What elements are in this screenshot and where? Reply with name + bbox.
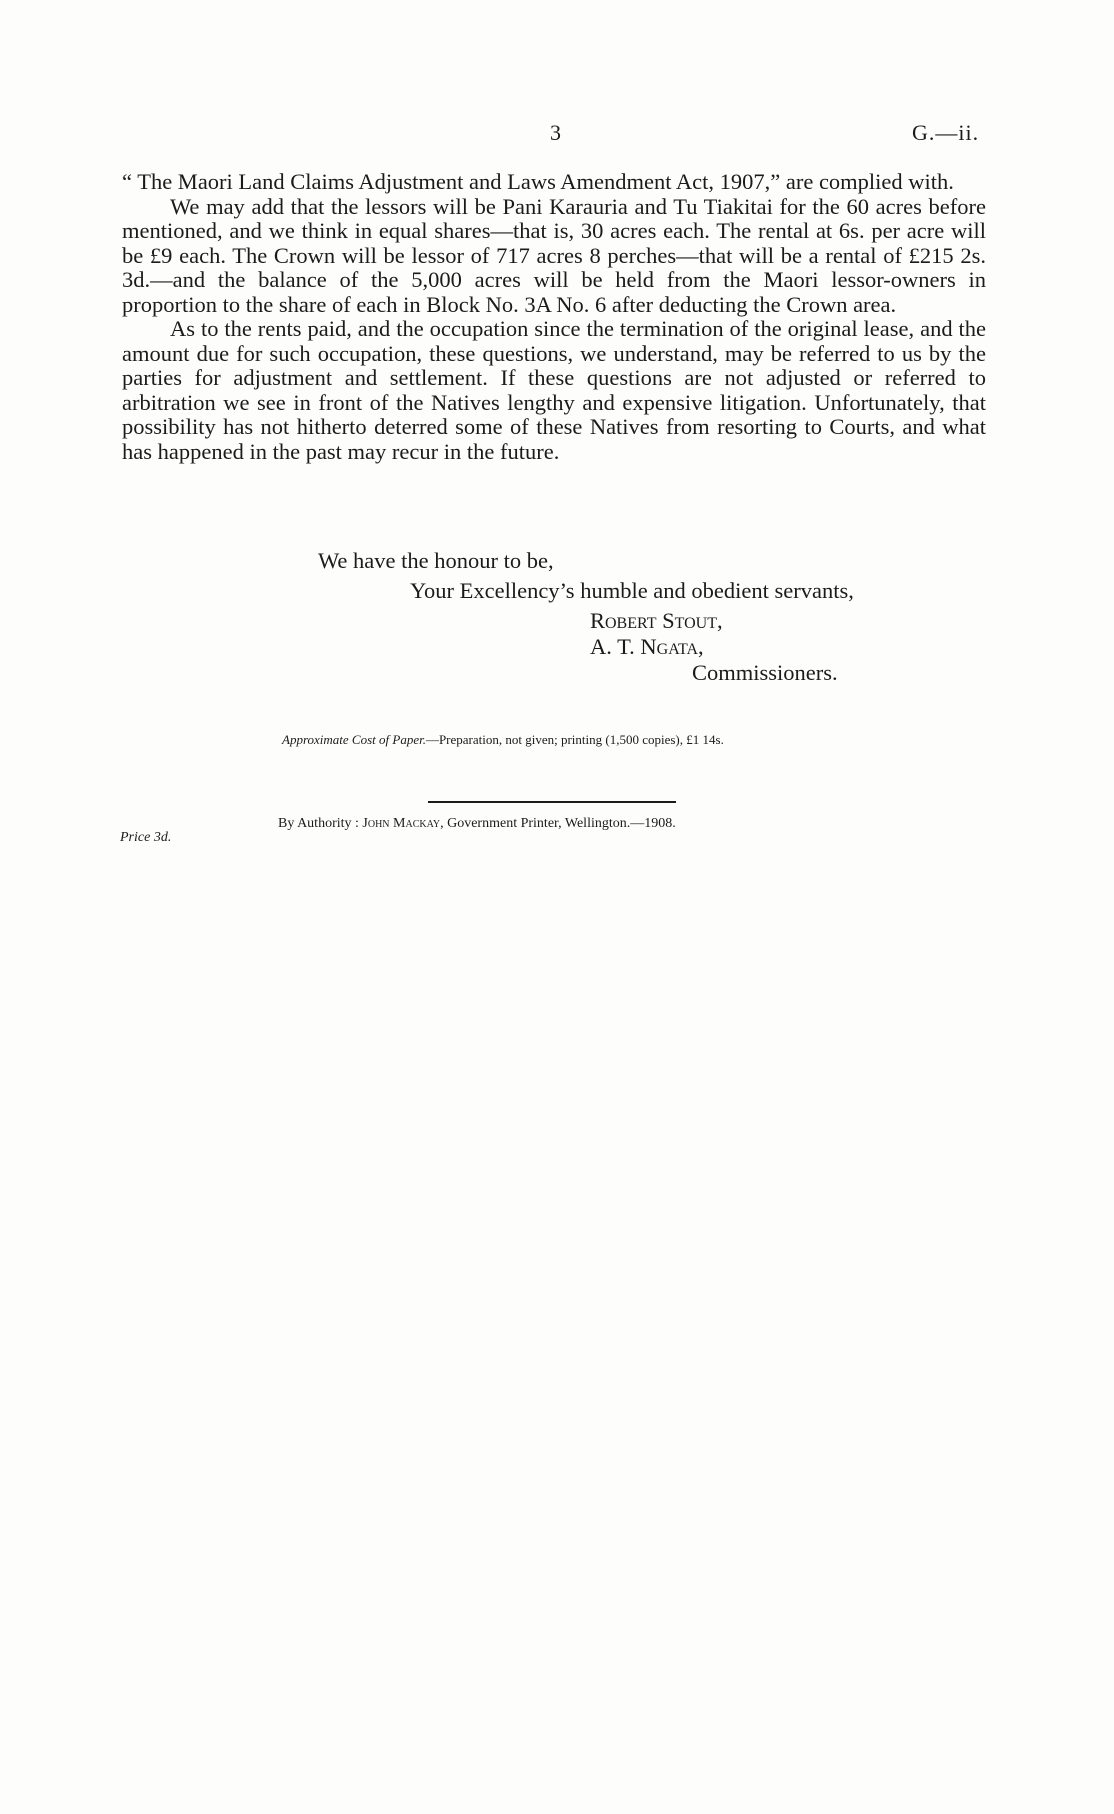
cost-detail: —Preparation, not given; printing (1,500 copies), £1 14s. <box>425 732 724 747</box>
printer-name: John Mackay, <box>362 816 444 831</box>
imprint-prefix: By Authority : <box>278 816 359 831</box>
paragraph-2: We may add that the lessors will be Pani Karauria and Tu Tiakitai for the 60 acres before mentioned, and we think in equal shares—that is, 30 acres each. The rental at 6s. per acre will be £9 each. The Crown will be lessor of 717 acres 8 perches—that will be a rental of £215 2s. 3d.—and the balance of the 5,000 acres will be held from the Maori lessor-owners in proportion to the share of each in Block No. 3A No. 6 after deducting the Crown area. <box>122 193 986 317</box>
imprint <box>278 816 676 832</box>
closing-servants: Your Excellency’s humble and obedient servants, <box>410 578 854 603</box>
document-reference: G.—ii. <box>912 120 980 145</box>
letter-body <box>122 170 986 464</box>
paragraph-3: As to the rents paid, and the occupation since the termination of the original lease, and the amount due for such occupation, these questions, we understand, may be referred to us by the parties for adjustment and settlement. If these questions are not adjusted or referred to arbitration we see in front of the Natives lengthy and expensive litigation. Unfortunately, that possibility has not hitherto deterred some of these Natives from resorting to Courts, and what has happened in the past may recur in the future. <box>122 316 986 464</box>
closing-salutation: We have the honour to be, <box>318 548 554 573</box>
paragraph-1: “ The Maori Land Claims Adjustment and Laws Amendment Act, 1907,” are complied with. <box>122 169 954 194</box>
signatory-title: Commissioners. <box>692 660 838 685</box>
footer-divider <box>428 801 676 803</box>
signatory-ngata: A. T. Ngata, <box>590 634 704 659</box>
cost-note <box>282 732 724 748</box>
price-note: Price 3d. <box>120 830 172 845</box>
cost-label: Approximate Cost of Paper. <box>282 732 426 747</box>
page-number: 3 <box>550 120 561 145</box>
signatory-stout: Robert Stout, <box>590 608 723 633</box>
imprint-suffix: Government Printer, Wellington.—1908. <box>447 816 676 831</box>
